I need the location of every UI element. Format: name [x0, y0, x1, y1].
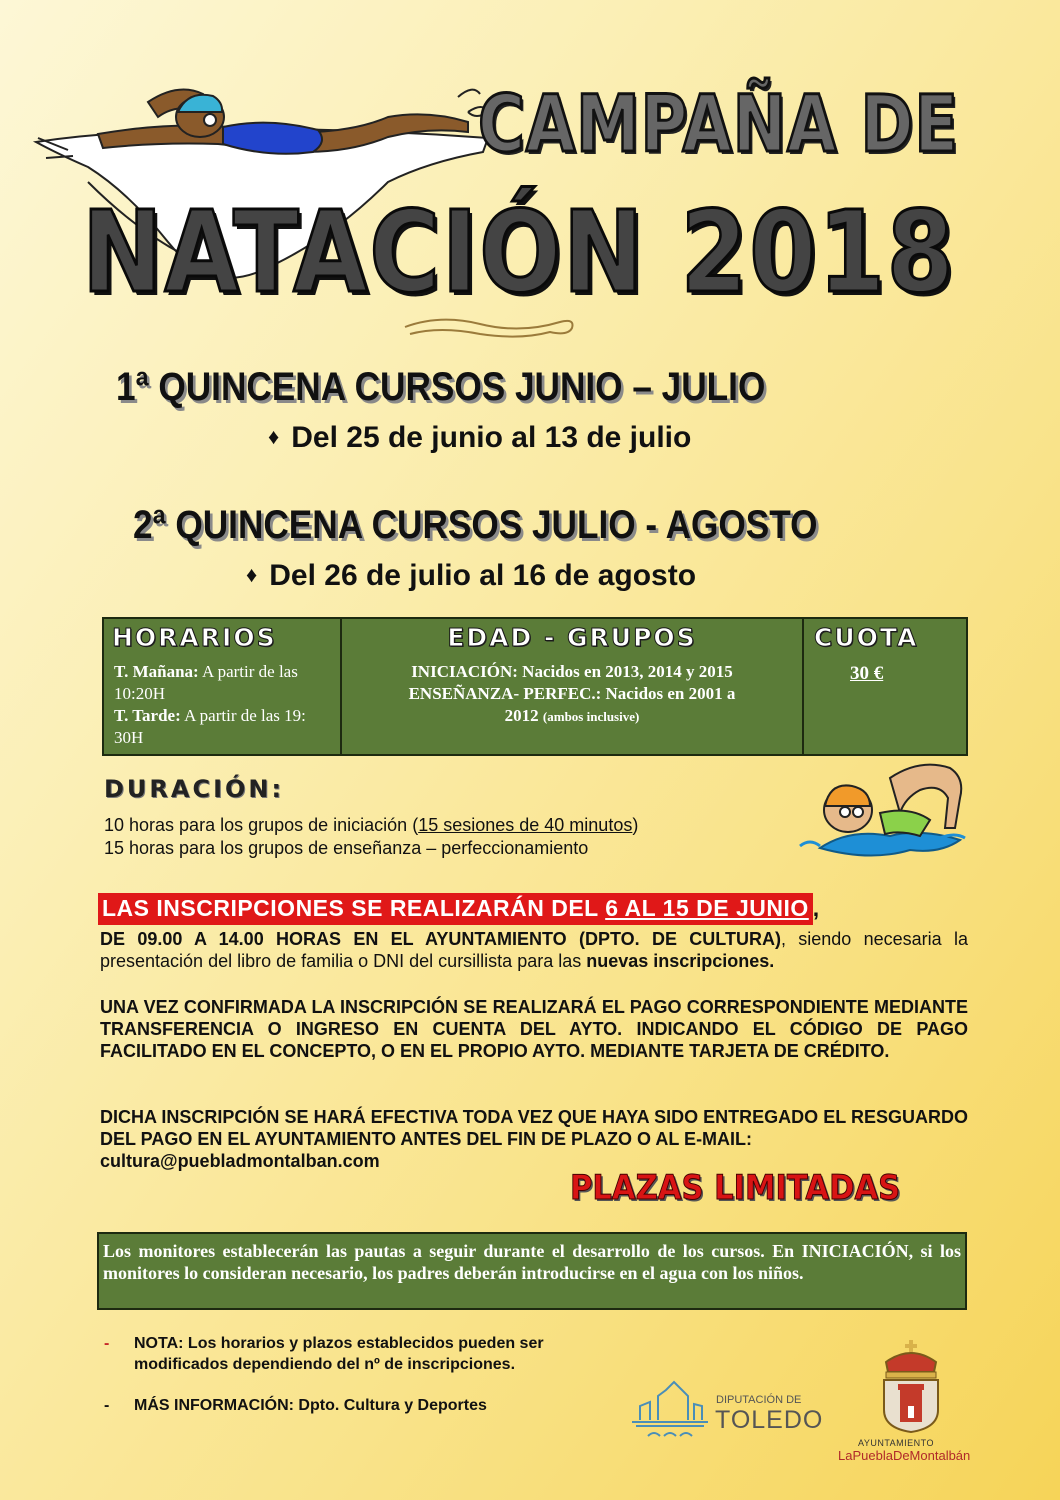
title-line-1: CAMPAÑA DE — [478, 80, 959, 170]
edad-column — [342, 619, 804, 754]
inscripciones-paragraph-2: UNA VEZ CONFIRMADA LA INSCRIPCIÓN SE REALIZARÁ EL PAGO CORRESPONDIENTE MEDIANTE TRANSFERENCIA O INGRESO EN CUENTA DEL AYTO. INDICANDO EL CÓDIGO DE PAGO FACILITADO EN EL CONCEPTO, O EN EL PROPIO AYTO. MEDIANTE TARJETA DE CRÉDITO. — [100, 997, 968, 1061]
session-1-heading: 1ª QUINCENA CURSOS JUNIO – JULIO — [116, 365, 766, 409]
inscripciones-dates: 6 AL 15 DE JUNIO — [605, 895, 809, 921]
horarios-column — [104, 619, 342, 754]
session-2-heading: 2ª QUINCENA CURSOS JULIO - AGOSTO — [133, 503, 818, 547]
duracion-heading: DURACIÓN: — [104, 775, 285, 803]
session-1-dates — [268, 421, 691, 455]
coat-of-arms-icon — [876, 1338, 946, 1434]
cuota-value: 30 € — [850, 663, 884, 684]
plazas-limitadas: PLAZAS LIMITADAS — [570, 1168, 901, 1208]
cuota-header: CUOTA — [814, 623, 919, 652]
monitores-note-box: Los monitores establecerán las pautas a seguir durante el desarrollo de los cursos. En INICIACIÓN, si los monitores lo consideran necesario, los padres deberán introducirse en el agua con los niños. — [97, 1232, 967, 1310]
diputacion-emblem-icon — [628, 1376, 712, 1446]
small-swimmer-illustration — [790, 758, 970, 868]
nota-text: : Los horarios y plazos establecidos pueden ser modificados dependiendo del nº de inscripciones. — [134, 1335, 544, 1373]
contact-email[interactable]: cultura@puebladmontalban.com — [100, 1151, 380, 1171]
tarde-value: A partir de las 19: 30H — [114, 706, 306, 747]
edad-text — [342, 661, 802, 728]
cuota-column — [804, 619, 966, 754]
edad-header: EDAD - GRUPOS — [447, 623, 697, 652]
ayuntamiento-logo — [832, 1338, 992, 1463]
nota-item — [104, 1333, 604, 1375]
diputacion-small-text: DIPUTACIÓN DE — [716, 1394, 802, 1406]
inscripciones-paragraph-3: DICHA INSCRIPCIÓN SE HARÁ EFECTIVA TODA VEZ QUE HAYA SIDO ENTREGADO EL RESGUARDO DEL PAGO EN EL AYUNTAMIENTO ANTES DEL FIN DE PLAZO O AL E-MAIL: cultura@puebladmontalban.com — [100, 1107, 968, 1171]
edad-line-2: ENSEÑANZA- PERFEC.: Nacidos en 2001 a — [408, 684, 736, 703]
horarios-text — [114, 661, 334, 749]
inscripciones-highlight: LAS INSCRIPCIONES SE REALIZARÁN DEL 6 AL 15 DE JUNIO — [98, 893, 813, 925]
diamond-bullet-icon: ♦ — [246, 562, 258, 587]
diputacion-big-text: TOLEDO — [715, 1406, 824, 1434]
swirl-ornament — [400, 312, 580, 342]
edad-inclusive-note: (ambos inclusive) — [542, 709, 640, 724]
manana-value: A partir de las 10:20H — [114, 662, 298, 703]
info-table — [102, 617, 968, 756]
horarios-header: HORARIOS — [112, 623, 277, 652]
nota-label: NOTA — [134, 1335, 179, 1352]
diputacion-logo — [628, 1372, 824, 1452]
info-text: : Dpto. Cultura y Deportes — [288, 1397, 487, 1414]
info-label: MÁS INFORMACIÓN — [134, 1397, 289, 1414]
session-2-date-text: Del 26 de julio al 16 de agosto — [269, 559, 697, 592]
manana-label: T. Mañana: — [114, 662, 199, 681]
session-2-dates — [246, 559, 696, 593]
inscripciones-banner: LAS INSCRIPCIONES SE REALIZARÁN DEL 6 AL 15 DE JUNIO , — [98, 893, 968, 925]
duracion-line-2: 15 horas para los grupos de enseñanza – perfeccionamiento — [104, 838, 589, 858]
session-1-date-text: Del 25 de junio al 13 de julio — [291, 421, 692, 454]
dash-bullet: - — [104, 1397, 110, 1414]
diamond-bullet-icon: ♦ — [268, 424, 280, 449]
dash-bullet: - — [104, 1335, 110, 1352]
inscripciones-paragraph-1: DE 09.00 A 14.00 HORAS EN EL AYUNTAMIENTO (DPTO. DE CULTURA), siendo necesaria la presentación del libro de familia o DNI del cursillista para las nuevas inscripciones. — [100, 929, 969, 971]
edad-line-1: INICIACIÓN: Nacidos en 2013, 2014 y 2015 — [411, 662, 733, 681]
tarde-label: T. Tarde: — [114, 706, 181, 725]
edad-line-3: 2012 (ambos inclusive) — [504, 706, 640, 725]
title-line-2: NATACIÓN 2018 — [82, 188, 956, 318]
duracion-sessions: 15 sesiones de 40 minutos — [418, 815, 633, 835]
ayuntamiento-name: LaPueblaDeMontalbán — [838, 1448, 971, 1463]
info-item — [104, 1395, 604, 1416]
duracion-line-1: 10 horas para los grupos de iniciación (15 sesiones de 40 minutos) — [104, 815, 639, 835]
ayuntamiento-small-text: AYUNTAMIENTO — [858, 1438, 935, 1448]
